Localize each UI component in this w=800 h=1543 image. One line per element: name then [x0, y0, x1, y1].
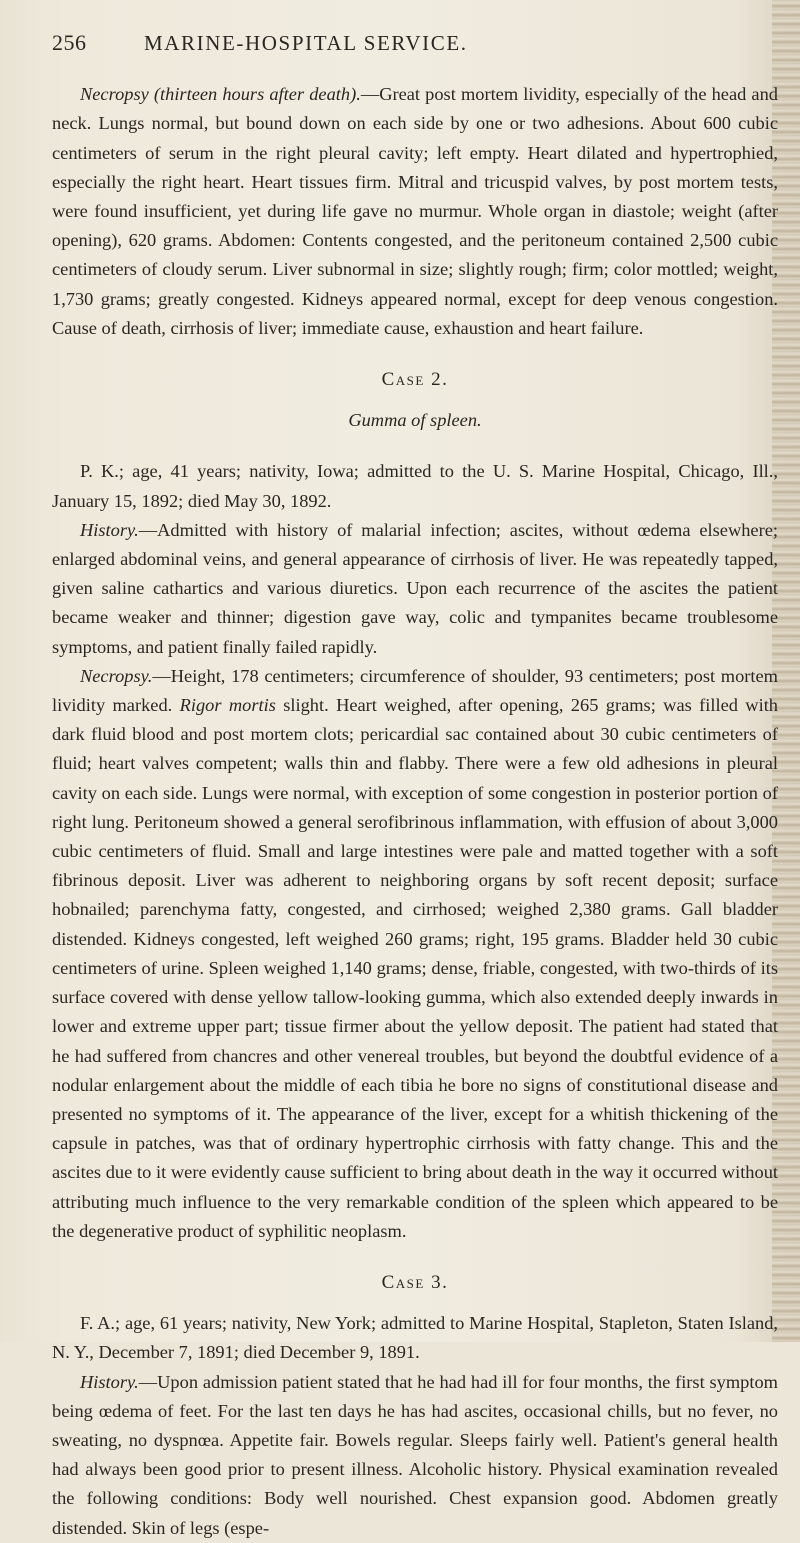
- case2-intro-paragraph: P. K.; age, 41 years; nativity, Iowa; admitted to the U. S. Marine Hospital, Chicago, Ill., January 15, 1892; died May 30, 1892.: [52, 461, 778, 511]
- case3-history-paragraph: [52, 1368, 778, 1543]
- case2-necropsy-lead: Necropsy.: [80, 665, 153, 686]
- case1-necropsy-lead: Necropsy (thirteen hours after death).: [80, 84, 361, 105]
- case2-necropsy-text-a: —Height, 178 centimeters; circumference of shoulder, 93 centimeters; post mortem lividity marked.: [52, 665, 778, 716]
- page-content: [52, 28, 778, 1543]
- running-title: MARINE-HOSPITAL SERVICE.: [144, 31, 468, 55]
- case3-history-text: —Upon admission patient stated that he had had ill for four months, the first symptom being œdema of feet. For the last ten days he has had ascites, occasional chills, but no fever, no sweating, no dyspnœa. Appetite fair. Bowels regular. Sleeps fairly well. Patient's general health had always been good prior to present illness. Alcoholic history. Physical examination revealed the following conditions: Body well nourished. Chest expansion good. Abdomen greatly distended. Skin of legs (espe-: [52, 1371, 778, 1538]
- case2-history-text: —Admitted with history of malarial infection; ascites, without œdema elsewhere; enlarged abdominal veins, and general appearance of cirrhosis of liver. He was repeatedly tapped, given saline cathartics and various diuretics. Upon each recurrence of the ascites the patient became weaker and thinner; digestion gave way, colic and tympanites became troublesome symptoms, and patient finally failed rapidly.: [52, 519, 778, 657]
- rigor-mortis-term: Rigor mortis: [179, 695, 276, 716]
- case2-history-lead: History.: [80, 519, 139, 540]
- page-number: 256: [52, 30, 87, 55]
- case2-necropsy-paragraph: [52, 662, 778, 1246]
- running-head: [52, 28, 778, 58]
- case3-intro-paragraph: F. A.; age, 61 years; nativity, New York; admitted to Marine Hospital, Stapleton, Staten Island, N. Y., December 7, 1891; died December 9, 1891.: [52, 1313, 778, 1363]
- case3-title: Case 3.: [381, 1271, 449, 1293]
- case2-necropsy-text-b: slight. Heart weighed, after opening, 265 grams; was filled with dark fluid blood and post mortem clots; pericardial sac contained about 30 cubic centimeters of fluid; heart valves competent; walls thin and flabby. There were a few old adhesions in pleural cavity on each side. Lungs were normal, with exception of some congestion in posterior portion of right lung. Peritoneum showed a general serofibrinous inflammation, with effusion of about 3,000 cubic centimeters of fluid. Small and large intestines were pale and matted together with a soft fibrinous deposit. Liver was adherent to neighboring organs by soft recent deposit; surface hobnailed; parenchyma fatty, congested, and cirrhosed; weighed 2,380 grams. Gall bladder distended. Kidneys congested, left weighed 260 grams; right, 195 grams. Bladder held 30 cubic centimeters of urine. Spleen weighed 1,140 grams; dense, friable, congested, with two-thirds of its surface covered with dense yellow tallow-looking gumma, which also extended deeply inwards in lower and extreme upper part; tissue firmer about the yellow deposit. The patient had stated that he had suffered from chancres and other venereal troubles, but beyond the doubtful evidence of a nodular enlargement about the middle of each tibia he bore no signs of constitutional disease and presented no symptoms of it. The appearance of the liver, except for a whitish thickening of the capsule in patches, was that of ordinary hypertrophic cirrhosis with fatty change. This and the ascites due to it were evidently cause sufficient to bring about death in the way it occurred without attributing much influence to the very remarkable condition of the spleen which appeared to be the degenerative product of syphilitic neoplasm.: [52, 695, 778, 1241]
- case3-history-lead: History.: [80, 1371, 139, 1392]
- case2-history-paragraph: [52, 516, 778, 662]
- case2-subtitle: Gumma of spleen.: [348, 410, 482, 431]
- case1-necropsy-paragraph: [52, 80, 778, 343]
- case1-necropsy-text: —Great post mortem lividity, especially of the head and neck. Lungs normal, but bound down on each side by one or two adhesions. About 600 cubic centimeters of serum in the right pleural cavity; left empty. Heart dilated and hypertrophied, especially the right heart. Heart tissues firm. Mitral and tricuspid valves, by post mortem tests, were found insufficient, yet during life gave no murmur. Whole organ in diastole; weight (after opening), 620 grams. Abdomen: Contents congested, and the peritoneum contained 2,500 cubic centimeters of cloudy serum. Liver subnormal in size; slightly rough; firm; color mottled; weight, 1,730 grams; greatly congested. Kidneys appeared normal, except for deep venous congestion. Cause of death, cirrhosis of liver; immediate cause, exhaustion and heart failure.: [52, 84, 778, 338]
- case2-title: Case 2.: [381, 369, 449, 391]
